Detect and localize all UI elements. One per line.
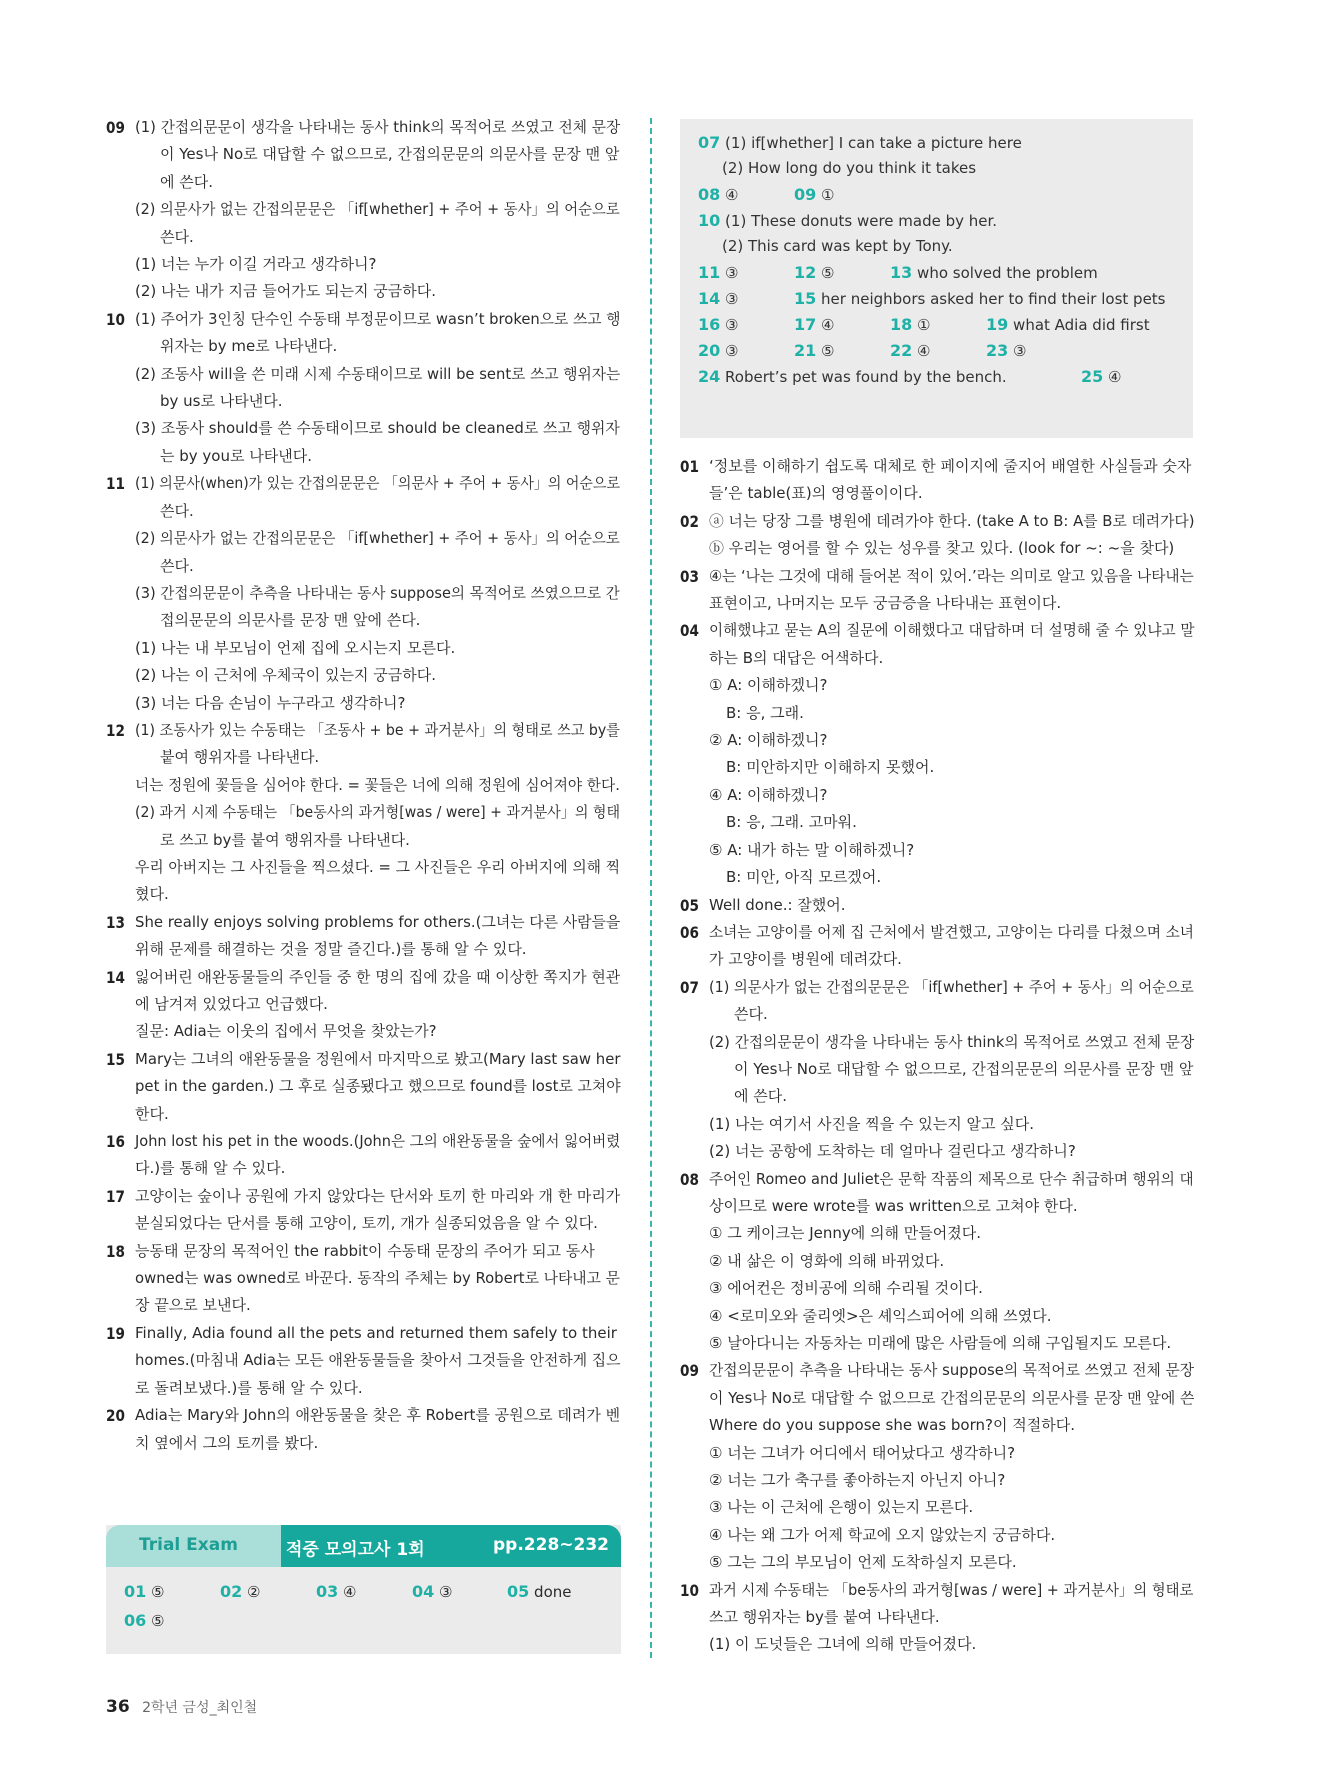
answer-number: 15 [794,289,817,308]
item-number: 20 [106,1406,125,1426]
answer-text: ④ [821,316,835,334]
explanation-line: B: 미안하지만 이해하지 못했어. [726,758,935,777]
explanation-item [106,909,620,964]
answer-cell [698,263,739,282]
explanation-line: 위해 문제를 해결하는 것을 정말 즐긴다.)를 통해 알 수 있다. [135,940,527,959]
explanation-line: John lost his pet in the woods.(John은 그의 애완동물을 숲에서 잃어버렸 [135,1132,621,1151]
answer-cell [698,133,1022,152]
explanation-item [680,617,1194,891]
answer-text: ⑤ [821,342,835,360]
answer-cell [698,341,739,360]
answer-text: done [534,1583,572,1601]
answer-number: 01 [124,1582,147,1601]
item-number: 18 [106,1241,125,1261]
explanation-line: 이 Yes나 No로 대답할 수 없으므로 간접의문문의 의문사를 문장 맨 앞에 쓴 [709,1388,1195,1407]
answer-number: 20 [698,341,721,360]
explanation-line: ‘정보를 이해하기 쉽도록 대체로 한 페이지에 줄지어 배열한 사실들과 숫자 [709,457,1192,475]
answer-cell [412,1582,453,1601]
explanation-item [106,717,620,909]
explanation-item [680,563,1194,618]
explanation-line: 이 Yes나 No로 대답할 수 없으므로, 간접의문문의 의문사를 문장 맨 앞 [160,145,620,164]
item-number: 09 [680,1361,699,1381]
item-number: 17 [106,1186,125,1206]
explanation-line: 혔다. [135,885,169,904]
trial-exam-tab-label: Trial Exam [139,1535,238,1555]
trial-exam-title-bar [266,1525,621,1567]
explanation-line: ④는 ‘나는 그것에 대해 들어본 적이 있어.’라는 의미로 알고 있음을 나타내는 [709,566,1194,585]
explanation-line: ① 너는 그녀가 어디에서 태어났다고 생각하니? [709,1443,1016,1462]
answer-cell [698,185,739,204]
explanation-line: Where do you suppose she was born?이 적절하다. [709,1416,1075,1435]
explanation-line: (3) 조동사 should를 쓴 수동태이므로 should be cleaned로 쓰고 행위자 [135,419,620,438]
explanation-item [106,114,620,306]
answer-text: ⑤ [151,1612,165,1630]
answer-number: 23 [986,341,1009,360]
explanation-line: (2) 너는 공항에 도착하는 데 얼마나 걸린다고 생각하니? [709,1142,1076,1161]
explanation-line: 들’은 table(표)의 영영풀이이다. [709,484,923,503]
trial-exam-panel [106,1525,621,1654]
answer-number: 08 [698,185,721,204]
answer-cell [722,237,953,255]
explanation-line: 가 고양이를 병원에 데려갔다. [709,950,902,969]
answer-number: 11 [698,263,721,282]
answer-text: ⑤ [151,1583,165,1601]
left-column [106,114,620,1457]
explanation-item [680,1357,1194,1576]
explanation-line: pet in the garden.) 그 후로 실종됐다고 했으므로 found를 lost로 고쳐야 [135,1077,621,1096]
answer-number: 24 [698,367,721,386]
answer-number: 21 [794,341,817,360]
answer-cell [698,367,1007,386]
answer-text: (2) How long do you think it takes [722,159,977,177]
explanation-line: (3) 너는 다음 손님이 누구라고 생각하니? [135,693,406,712]
explanation-line: She really enjoys solving problems for others.(그녀는 다른 사람들을 [135,912,621,931]
answer-cell [794,289,1166,308]
item-number: 14 [106,967,125,987]
answer-text: (1) if[whether] I can take a picture here [725,134,1022,152]
explanation-line: 잃어버린 애완동물들의 주인들 중 한 명의 집에 갔을 때 이상한 쪽지가 현관 [135,967,621,986]
explanation-item [680,974,1194,1166]
explanation-line: (1) 조동사가 있는 수동태는 「조동사 + be + 과거분사」의 형태로 쓰고 by를 [135,720,620,739]
trial-exam-tab [106,1525,281,1567]
answer-number: 07 [698,133,721,152]
explanation-line: Finally, Adia found all the pets and returned them safely to their [135,1323,617,1342]
answer-text: ② [247,1583,261,1601]
item-number: 04 [680,621,699,641]
explanation-line: 로 쓰고 by를 붙여 행위자를 나타낸다. [160,830,410,849]
explanation-line: ④ <로미오와 줄리엣>은 셰익스피어에 의해 쓰였다. [709,1306,1052,1325]
item-number: 11 [106,474,125,494]
answer-cell [794,341,835,360]
explanation-line: 다.)를 통해 알 수 있다. [135,1159,286,1178]
answer-cell [124,1611,165,1630]
explanation-line: 너는 정원에 꽃들을 심어야 한다. = 꽃들은 너에 의해 정원에 심어져야 한다. [135,775,620,794]
answer-cell [722,159,976,177]
explanation-item [680,508,1194,563]
answer-text: ③ [725,342,739,360]
answer-text: ③ [725,290,739,308]
answer-cell [890,315,931,334]
item-number: 13 [106,912,125,932]
explanation-line: 는 by you로 나타낸다. [160,446,312,465]
item-number: 19 [106,1323,125,1343]
explanation-line: ⑤ 그는 그의 부모님이 언제 도착하실지 모른다. [709,1553,1017,1572]
answer-cell [890,263,1098,282]
item-number: 07 [680,977,699,997]
explanation-line: homes.(마침내 Adia는 모든 애완동물들을 찾아서 그것들을 안전하게 집으 [135,1351,621,1370]
explanation-line: ④ A: 이해하겠니? [709,785,828,804]
answer-number: 16 [698,315,721,334]
explanation-line: 쓴다. [160,501,194,520]
answer-text: her neighbors asked her to find their lost pets [821,290,1166,308]
page-number: 36 [106,1697,130,1717]
explanation-line: B: 응, 그래. [726,703,804,722]
answer-text: ③ [439,1583,453,1601]
answer-cell [1081,367,1122,386]
explanation-line: ② 내 삶은 이 영화에 의해 바뀌었다. [709,1251,945,1270]
answer-number: 22 [890,341,913,360]
explanation-line: 하는 B의 대답은 어색하다. [709,648,884,667]
item-number: 12 [106,720,125,740]
explanation-line: ③ 에어컨은 정비공에 의해 수리될 것이다. [709,1279,983,1298]
explanation-line: 주어인 Romeo and Juliet은 문학 작품의 제목으로 단수 취급하며 행위의 대 [709,1169,1194,1188]
answer-number: 09 [794,185,817,204]
explanation-line: 과거 시제 수동태는 「be동사의 과거형[was / were] + 과거분사」의 형태로 [709,1580,1194,1599]
item-number: 03 [680,566,699,586]
explanation-line: 소녀는 고양이를 어제 집 근처에서 발견했고, 고양이는 다리를 다쳤으며 소녀 [709,922,1194,941]
item-number: 16 [106,1132,125,1152]
explanation-line: Well done.: 잘했어. [709,895,846,914]
explanation-item [680,1166,1194,1358]
explanation-line: ① 그 케이크는 Jenny에 의해 만들어졌다. [709,1224,981,1243]
page-footer [106,1697,257,1717]
answer-number: 13 [890,263,913,282]
answer-number: 19 [986,315,1009,334]
explanation-item [106,964,620,1046]
answer-cell [890,341,931,360]
explanation-line: (2) 의문사가 없는 간접의문문은 「if[whether] + 주어 + 동사」의 어순으로 [135,529,620,548]
explanation-line: 로 돌려보냈다.)를 통해 알 수 있다. [135,1378,363,1397]
explanation-line: 상이므로 were wrote를 was written으로 고쳐야 한다. [709,1196,1078,1215]
explanation-line: ⑤ 날아다니는 자동차는 미래에 많은 사람들에 의해 구입될지도 모른다. [709,1334,1172,1352]
answer-cell [316,1582,357,1601]
footer-label: 2학년 금성_최인철 [142,1700,258,1716]
explanation-item [106,1320,620,1402]
answer-cell [986,341,1027,360]
answer-text: (1) These donuts were made by her. [725,212,998,230]
explanation-line: ④ 나는 왜 그가 어제 학교에 오지 않았는지 궁금하다. [709,1525,1056,1544]
answer-cell [794,263,835,282]
explanation-line: (2) 간접의문문이 생각을 나타내는 동사 think의 목적어로 쓰였고 전체 문장 [709,1032,1195,1051]
explanation-item [680,892,1194,919]
answer-text: Robert’s pet was found by the bench. [725,368,1007,386]
answer-text: ④ [1108,368,1122,386]
answer-text: ③ [1013,342,1027,360]
item-number: 01 [680,457,699,476]
explanation-line: by us로 나타낸다. [160,392,283,411]
explanation-item [106,470,620,717]
explanation-item [106,306,620,470]
explanation-item [680,453,1194,508]
explanation-line: (1) 이 도넛들은 그녀에 의해 만들어졌다. [709,1635,977,1654]
item-number: 02 [680,511,699,531]
answer-text: ③ [725,316,739,334]
explanation-line: Adia는 Mary와 John의 애완동물을 찾은 후 Robert를 공원으로 데려가 벤 [135,1406,621,1425]
explanation-line: 쓴다. [734,1005,768,1024]
answer-cell [698,315,739,334]
item-number: 08 [680,1169,699,1189]
answer-number: 17 [794,315,817,334]
trial-exam-header [106,1525,621,1567]
explanation-line: 분실되었다는 단서를 통해 고양이, 토끼, 개가 실종되었음을 알 수 있다. [135,1214,598,1233]
answer-cell [794,315,835,334]
explanation-line: 질문: Adia는 이웃의 집에서 무엇을 찾았는가? [135,1022,437,1041]
explanation-line: 치 옆에서 그의 토끼를 봤다. [135,1433,319,1452]
explanation-line: B: 응, 그래. 고마워. [726,813,857,832]
explanation-line: 장 끝으로 보낸다. [135,1296,251,1315]
explanation-line: (2) 과거 시제 수동태는 「be동사의 과거형[was / were] + 과거분사」의 형태 [135,803,621,822]
explanation-line: 쓴다. [160,556,194,575]
answer-number: 04 [412,1582,435,1601]
explanation-line: 우리 아버지는 그 사진들을 찍으셨다. = 그 사진들은 우리 아버지에 의해 찍 [135,857,621,876]
explanation-line: owned는 was owned로 바꾼다. 동작의 주체는 by Robert로 나타내고 문 [135,1269,620,1288]
explanation-line: (1) 너는 누가 이길 거라고 생각하니? [135,255,377,274]
answer-text: ③ [725,264,739,282]
explanation-line: 한다. [135,1104,169,1123]
explanation-line: ③ 나는 이 근처에 은행이 있는지 모른다. [709,1498,974,1517]
explanation-line: B: 미안, 아직 모르겠어. [726,868,882,887]
answer-number: 25 [1081,367,1104,386]
explanation-line: 능동태 문장의 목적어인 the rabbit이 수동태 문장의 주어가 되고 동사 [135,1241,595,1260]
explanation-line: ⓐ 너는 당장 그를 병원에 데려가야 한다. (take A to B: A를 B로 데려가다) [709,511,1195,530]
explanation-line: (1) 간접의문문이 생각을 나타내는 동사 think의 목적어로 쓰였고 전체 문장 [135,118,621,136]
trial-exam-pages: pp.228~232 [492,1535,609,1555]
explanation-line: 위자는 by me로 나타낸다. [160,337,338,356]
explanation-line: ① A: 이해하겠니? [709,676,828,695]
explanation-line: 이 Yes나 No로 대답할 수 없으므로, 간접의문문의 의문사를 문장 맨 앞 [734,1059,1194,1078]
item-number: 05 [680,895,699,915]
answer-text: ④ [725,186,739,204]
explanation-line: (1) 의문사가 없는 간접의문문은 「if[whether] + 주어 + 동사」의 어순으로 [709,977,1194,996]
explanation-item [680,919,1194,974]
answer-cell [794,185,835,204]
answer-number: 10 [698,211,721,230]
answer-number: 03 [316,1582,339,1601]
answer-number: 05 [507,1582,530,1601]
explanation-line: 간접의문문이 추측을 나타내는 동사 suppose의 목적어로 쓰였고 전체 문장 [709,1361,1195,1380]
explanation-line: (1) 주어가 3인칭 단수인 수동태 부정문이므로 wasn’t broken으로 쓰고 행 [135,309,621,328]
answer-number: 06 [124,1611,147,1630]
explanation-line: (1) 나는 내 부모님이 언제 집에 오시는지 모른다. [135,638,456,657]
explanation-line: ⑤ A: 내가 하는 말 이해하겠니? [709,840,915,859]
explanation-line: (2) 나는 이 근처에 우체국이 있는지 궁금하다. [135,666,436,685]
item-number: 15 [106,1049,125,1069]
answer-text: ⑤ [821,264,835,282]
explanation-line: Mary는 그녀의 애완동물을 정원에서 마지막으로 봤고(Mary last saw her [135,1049,621,1068]
explanation-line: 붙여 행위자를 나타낸다. [160,748,320,767]
answer-number: 14 [698,289,721,308]
explanation-line: (2) 의문사가 없는 간접의문문은 「if[whether] + 주어 + 동사」의 어순으로 [135,200,620,219]
explanation-line: 쓴다. [160,227,194,246]
explanation-item [106,1402,620,1457]
explanation-line: 에 쓴다. [734,1087,788,1106]
explanation-line: ⓑ 우리는 영어를 할 수 있는 성우를 찾고 있다. (look for ~: ~을 찾다) [709,539,1175,558]
explanation-line: (3) 간접의문문이 추측을 나타내는 동사 suppose의 목적어로 쓰였으므로 간 [135,583,620,602]
answer-cell [220,1582,261,1601]
explanation-item [106,1128,620,1183]
answer-cell [507,1582,571,1601]
explanation-line: (1) 나는 여기서 사진을 찍을 수 있는지 알고 싶다. [709,1114,1034,1133]
trial-exam-title: 적중 모의고사 1회 [286,1540,425,1560]
explanation-line: ② 너는 그가 축구를 좋아하는지 아닌지 아니? [709,1471,1006,1490]
explanation-line: 쓰고 행위자는 by를 붙여 나타낸다. [709,1608,940,1627]
explanation-item [106,1183,620,1238]
column-divider [650,118,652,1658]
explanation-item [680,1577,1194,1659]
answer-text: ④ [343,1583,357,1601]
answer-cell [698,211,997,230]
explanation-line: 접의문문의 의문사를 문장 맨 앞에 쓴다. [160,611,421,630]
explanation-item [106,1046,620,1128]
answer-cell [986,315,1150,334]
item-number: 06 [680,922,699,942]
answer-text: ④ [917,342,931,360]
answer-cell [698,289,739,308]
explanation-line: 고양이는 숲이나 공원에 가지 않았다는 단서와 토끼 한 마리와 개 한 마리가 [135,1186,621,1205]
explanation-line: 에 쓴다. [160,172,214,191]
explanation-line: (1) 의문사(when)가 있는 간접의문문은 「의문사 + 주어 + 동사」의 어순으로 [135,474,621,493]
answer-cell [124,1582,165,1601]
explanation-item [106,1238,620,1320]
answer-text: ① [821,186,835,204]
explanation-line: ② A: 이해하겠니? [709,731,828,750]
item-number: 10 [106,309,125,329]
answer-number: 02 [220,1582,243,1601]
item-number: 09 [106,118,125,137]
explanation-line: 에 남겨져 있었다고 언급했다. [135,995,328,1013]
right-column [680,453,1194,1659]
answer-text: what Adia did first [1013,316,1150,334]
explanation-line: 표현이고, 나머지는 모두 궁금증을 나타내는 표현이다. [709,594,1062,613]
answer-text: who solved the problem [917,264,1098,282]
explanation-line: 이해했냐고 묻는 A의 질문에 이해했다고 대답하며 더 설명해 줄 수 있냐고 말 [709,621,1195,640]
explanation-line: (2) 조동사 will을 쓴 미래 시제 수동태이므로 will be sent로 쓰고 행위자는 [135,364,621,383]
answer-number: 18 [890,315,913,334]
item-number: 10 [680,1580,699,1600]
answer-text: (2) This card was kept by Tony. [722,237,953,255]
answer-text: ① [917,316,931,334]
explanation-line: (2) 나는 내가 지금 들어가도 되는지 궁금하다. [135,282,436,301]
answer-key-box [680,119,1193,438]
answer-number: 12 [794,263,817,282]
